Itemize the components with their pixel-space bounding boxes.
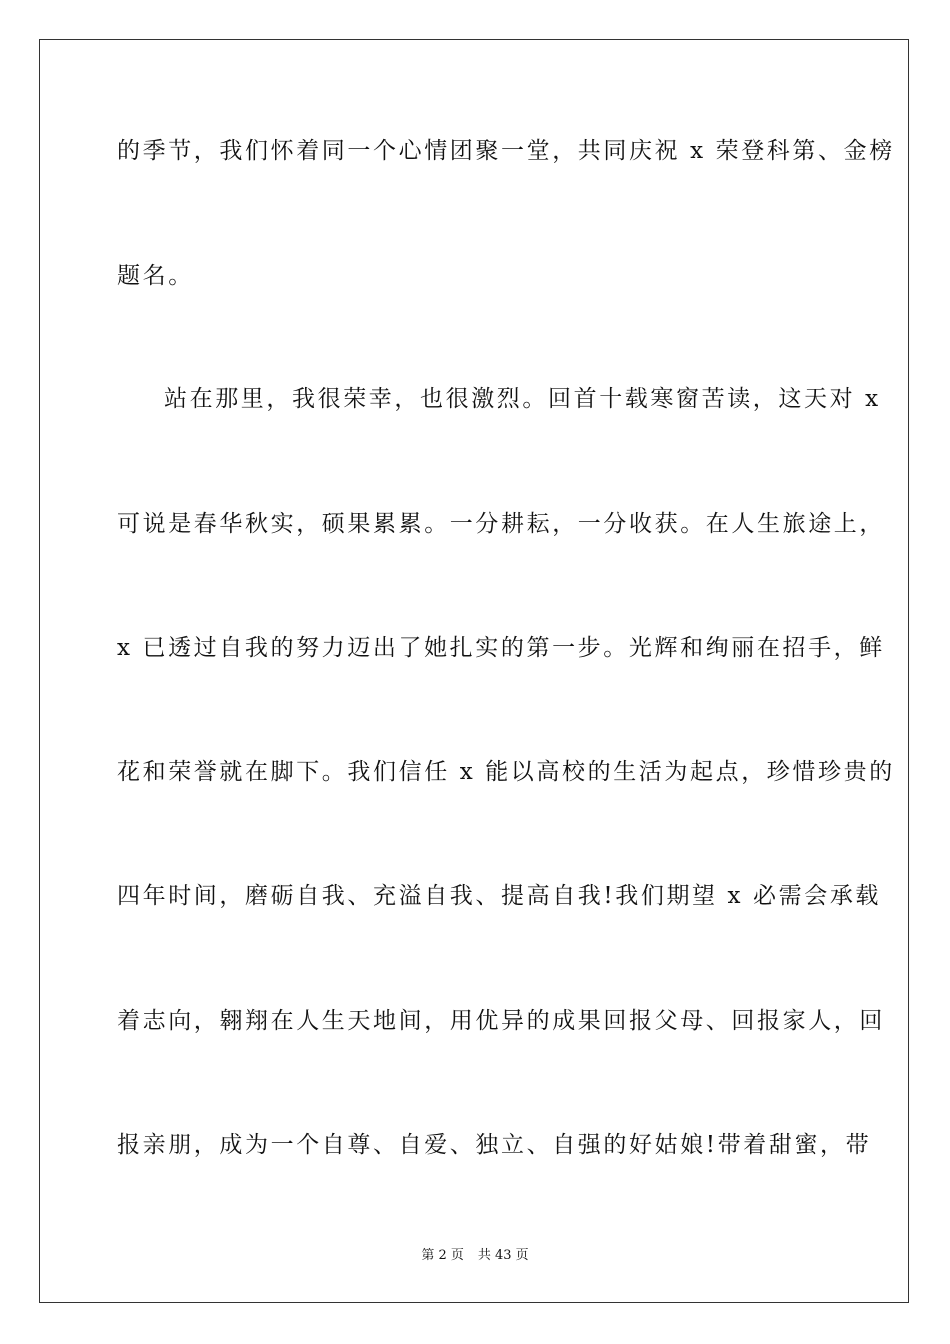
text-line: 四年时间，磨砺自我、充溢自我、提高自我!我们期望 x 必需会承载 [117,883,882,909]
page-footer [0,1247,950,1265]
page-border [39,39,909,1303]
text-line: 可说是春华秋实，硕果累累。一分耕耘，一分收获。在人生旅途上， [117,511,885,537]
paragraph-first-line: 站在那里，我很荣幸，也很激烈。回首十载寒窗苦读，这天对 x [164,386,881,412]
text-line: 的季节，我们怀着同一个心情团聚一堂，共同庆祝 x 荣登科第、金榜 [117,138,895,164]
text-line: 题名。 [117,263,194,289]
page-number: 第 2 页 [421,1248,464,1263]
total-pages: 共 43 页 [477,1248,529,1263]
text-line: 报亲朋，成为一个自尊、自爱、独立、自强的好姑娘!带着甜蜜，带 [117,1132,872,1158]
text-line: 花和荣誉就在脚下。我们信任 x 能以高校的生活为起点，珍惜珍贵的 [117,759,895,785]
text-line: x 已透过自我的努力迈出了她扎实的第一步。光辉和绚丽在招手，鲜 [117,635,885,661]
text-line: 着志向，翱翔在人生天地间，用优异的成果回报父母、回报家人，回 [117,1008,885,1034]
